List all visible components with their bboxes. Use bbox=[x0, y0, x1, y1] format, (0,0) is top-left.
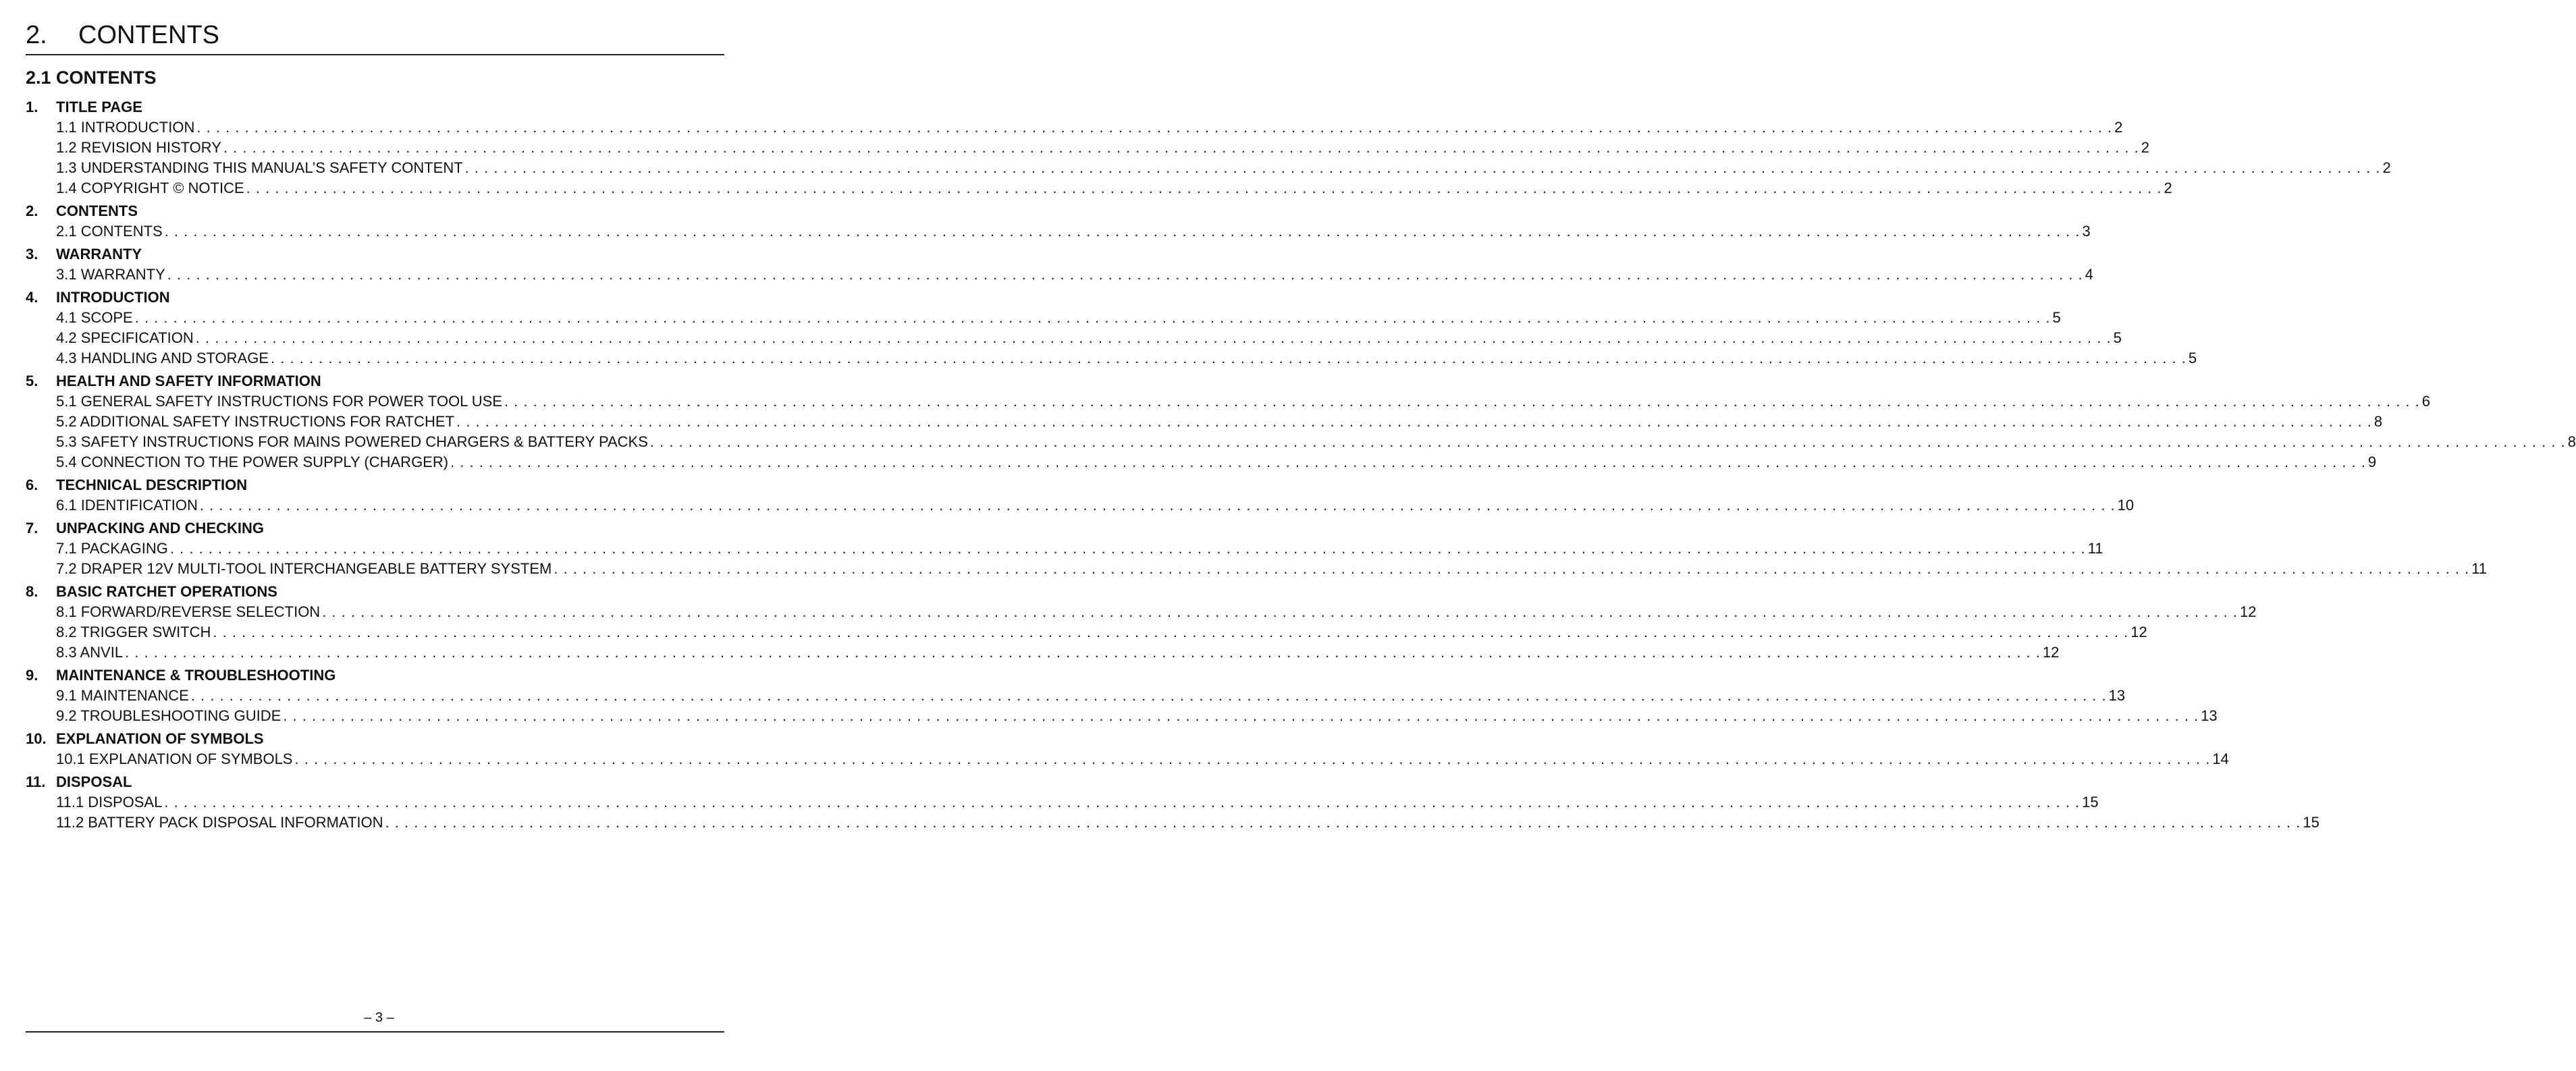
page-title-text: CONTENTS bbox=[78, 21, 219, 49]
toc-entry[interactable] bbox=[26, 813, 2319, 833]
toc-dot-leader: . . . . . . . . . . . . . . . . . . . . . . . . . . . . . . . . . . . . . . . . . . . . . . . . . . . . . . . . . . . . . . . . . . . . . . . . . . . . . . . . . . . . . . . . . . . . . . . . . . . . . . . . . . . . . . . . . . . . . . . . . . . . . . . . . . . . . . . . . . . . . . . . . . . . . . . . . . . . . . . . . . . . . . . . . . . . . . . . . . . . . . . . . . . . . . . . . . . . . . . . bbox=[134, 309, 2051, 326]
toc-entry-title: 4.2 SPECIFICATION bbox=[56, 329, 194, 346]
toc-section-number: 11. bbox=[26, 773, 46, 790]
toc-entry-page: 10 bbox=[2117, 497, 2135, 514]
toc-entry[interactable] bbox=[26, 642, 2060, 663]
toc-section-heading[interactable] bbox=[26, 665, 724, 686]
toc-section-title: TECHNICAL DESCRIPTION bbox=[56, 476, 248, 493]
toc-entry[interactable] bbox=[26, 495, 2135, 516]
toc-entry-title: 1.3 UNDERSTANDING THIS MANUAL’S SAFETY CONTENT bbox=[56, 159, 463, 176]
toc-entry-title: 1.4 COPYRIGHT © NOTICE bbox=[56, 180, 244, 196]
toc-entry-page: 12 bbox=[2240, 603, 2257, 620]
toc-entry-title: 9.1 MAINTENANCE bbox=[56, 687, 189, 704]
toc-dot-leader: . . . . . . . . . . . . . . . . . . . . . . . . . . . . . . . . . . . . . . . . . . . . . . . . . . . . . . . . . . . . . . . . . . . . . . . . . . . . . . . . . . . . . . . . . . . . . . . . . . . . . . . . . . . . . . . . . . . . . . . . . . . . . . . . . . . . . . . . . . . . . . . . . . . . . . . . . . . . . . . . . . . . . . . . . . . . . . . . . . . . . . . . . . . . . . . . . . . . . . . . bbox=[294, 750, 2211, 767]
toc-section bbox=[26, 371, 2576, 472]
toc-entry-page: 5 bbox=[2052, 309, 2061, 326]
toc-section-heading[interactable] bbox=[26, 371, 724, 391]
toc-dot-leader: . . . . . . . . . . . . . . . . . . . . . . . . . . . . . . . . . . . . . . . . . . . . . . . . . . . . . . . . . . . . . . . . . . . . . . . . . . . . . . . . . . . . . . . . . . . . . . . . . . . . . . . . . . . . . . . . . . . . . . . . . . . . . . . . . . . . . . . . . . . . . . . . . . . . . . . . . . . . . . . . . . . . . . . . . . . . . . . . . . . . . . . . . . . . . . . . . . . . . . . . bbox=[450, 454, 2366, 470]
toc-entry-title: 11.1 DISPOSAL bbox=[56, 794, 163, 811]
toc-entry[interactable] bbox=[26, 792, 2099, 813]
toc-dot-leader: . . . . . . . . . . . . . . . . . . . . . . . . . . . . . . . . . . . . . . . . . . . . . . . . . . . . . . . . . . . . . . . . . . . . . . . . . . . . . . . . . . . . . . . . . . . . . . . . . . . . . . . . . . . . . . . . . . . . . . . . . . . . . . . . . . . . . . . . . . . . . . . . . . . . . . . . . . . . . . . . . . . . . . . . . . . . . . . . . . . . . . . . . . . . . . . . . . . . . . . . bbox=[213, 624, 2129, 640]
toc-section-number: 7. bbox=[26, 520, 38, 537]
toc-dot-leader: . . . . . . . . . . . . . . . . . . . . . . . . . . . . . . . . . . . . . . . . . . . . . . . . . . . . . . . . . . . . . . . . . . . . . . . . . . . . . . . . . . . . . . . . . . . . . . . . . . . . . . . . . . . . . . . . . . . . . . . . . . . . . . . . . . . . . . . . . . . . . . . . . . . . . . . . . . . . . . . . . . . . . . . . . . . . . . . . . . . . . . . . . . . . . . . . . . . . . . . . bbox=[164, 223, 2081, 240]
toc-dot-leader: . . . . . . . . . . . . . . . . . . . . . . . . . . . . . . . . . . . . . . . . . . . . . . . . . . . . . . . . . . . . . . . . . . . . . . . . . . . . . . . . . . . . . . . . . . . . . . . . . . . . . . . . . . . . . . . . . . . . . . . . . . . . . . . . . . . . . . . . . . . . . . . . . . . . . . . . . . . . . . . . . . . . . . . . . . . . . . . . . . . . . . . . . . . . . . . . . . . . . . . . bbox=[504, 393, 2420, 410]
toc-section-heading[interactable] bbox=[26, 97, 724, 117]
toc-section bbox=[26, 201, 2091, 242]
toc-dot-leader: . . . . . . . . . . . . . . . . . . . . . . . . . . . . . . . . . . . . . . . . . . . . . . . . . . . . . . . . . . . . . . . . . . . . . . . . . . . . . . . . . . . . . . . . . . . . . . . . . . . . . . . . . . . . . . . . . . . . . . . . . . . . . . . . . . . . . . . . . . . . . . . . . . . . . . . . . . . . . . . . . . . . . . . . . . . . . . . . . . . . . . . . . . . . . . . . . . . . . . . . bbox=[190, 687, 2107, 704]
toc-entry[interactable] bbox=[26, 432, 2576, 452]
toc-section bbox=[26, 729, 2229, 769]
toc-entry[interactable] bbox=[26, 138, 2149, 158]
toc-entry-title: 5.4 CONNECTION TO THE POWER SUPPLY (CHARGER) bbox=[56, 454, 449, 470]
section-subheading: 2.1 CONTENTS bbox=[26, 67, 157, 88]
toc-dot-leader: . . . . . . . . . . . . . . . . . . . . . . . . . . . . . . . . . . . . . . . . . . . . . . . . . . . . . . . . . . . . . . . . . . . . . . . . . . . . . . . . . . . . . . . . . . . . . . . . . . . . . . . . . . . . . . . . . . . . . . . . . . . . . . . . . . . . . . . . . . . . . . . . . . . . . . . . . . . . . . . . . . . . . . . . . . . . . . . . . . . . . . . . . . . . . . . . . . . . . . . . bbox=[195, 329, 2112, 346]
toc-section-heading[interactable] bbox=[26, 475, 724, 495]
toc-section-title: CONTENTS bbox=[56, 202, 138, 219]
toc-entry-title: 9.2 TROUBLESHOOTING GUIDE bbox=[56, 707, 281, 724]
toc-entry[interactable] bbox=[26, 412, 2383, 432]
toc-section-number: 1. bbox=[26, 99, 38, 115]
toc-entry[interactable] bbox=[26, 221, 2091, 242]
toc-dot-leader: . . . . . . . . . . . . . . . . . . . . . . . . . . . . . . . . . . . . . . . . . . . . . . . . . . . . . . . . . . . . . . . . . . . . . . . . . . . . . . . . . . . . . . . . . . . . . . . . . . . . . . . . . . . . . . . . . . . . . . . . . . . . . . . . . . . . . . . . . . . . . . . . . . . . . . . . . . . . . . . . . . . . . . . . . . . . . . . . . . . . . . . . . . . . . . . . . . . . . . . . bbox=[649, 433, 2566, 450]
toc-section-heading[interactable] bbox=[26, 729, 724, 749]
toc-section bbox=[26, 582, 2257, 663]
toc-dot-leader: . . . . . . . . . . . . . . . . . . . . . . . . . . . . . . . . . . . . . . . . . . . . . . . . . . . . . . . . . . . . . . . . . . . . . . . . . . . . . . . . . . . . . . . . . . . . . . . . . . . . . . . . . . . . . . . . . . . . . . . . . . . . . . . . . . . . . . . . . . . . . . . . . . . . . . . . . . . . . . . . . . . . . . . . . . . . . . . . . . . . . . . . . . . . . . . . . . . . . . . . bbox=[385, 814, 2301, 831]
toc-entry[interactable] bbox=[26, 622, 2147, 642]
toc-section-title: HEALTH AND SAFETY INFORMATION bbox=[56, 373, 321, 389]
toc-section bbox=[26, 287, 2197, 368]
toc-dot-leader: . . . . . . . . . . . . . . . . . . . . . . . . . . . . . . . . . . . . . . . . . . . . . . . . . . . . . . . . . . . . . . . . . . . . . . . . . . . . . . . . . . . . . . . . . . . . . . . . . . . . . . . . . . . . . . . . . . . . . . . . . . . . . . . . . . . . . . . . . . . . . . . . . . . . . . . . . . . . . . . . . . . . . . . . . . . . . . . . . . . . . . . . . . . . . . . . . . . . . . . . bbox=[125, 644, 2041, 661]
toc-entry-title: 7.2 DRAPER 12V MULTI-TOOL INTERCHANGEABLE BATTERY SYSTEM bbox=[56, 560, 552, 577]
toc-dot-leader: . . . . . . . . . . . . . . . . . . . . . . . . . . . . . . . . . . . . . . . . . . . . . . . . . . . . . . . . . . . . . . . . . . . . . . . . . . . . . . . . . . . . . . . . . . . . . . . . . . . . . . . . . . . . . . . . . . . . . . . . . . . . . . . . . . . . . . . . . . . . . . . . . . . . . . . . . . . . . . . . . . . . . . . . . . . . . . . . . . . . . . . . . . . . . . . . . . . . . . . . bbox=[456, 413, 2372, 430]
toc-entry-title: 5.2 ADDITIONAL SAFETY INSTRUCTIONS FOR RATCHET bbox=[56, 413, 455, 430]
toc-dot-leader: . . . . . . . . . . . . . . . . . . . . . . . . . . . . . . . . . . . . . . . . . . . . . . . . . . . . . . . . . . . . . . . . . . . . . . . . . . . . . . . . . . . . . . . . . . . . . . . . . . . . . . . . . . . . . . . . . . . . . . . . . . . . . . . . . . . . . . . . . . . . . . . . . . . . . . . . . . . . . . . . . . . . . . . . . . . . . . . . . . . . . . . . . . . . . . . . . . . . . . . . bbox=[169, 540, 2086, 557]
toc-section-heading[interactable] bbox=[26, 287, 724, 308]
toc-dot-leader: . . . . . . . . . . . . . . . . . . . . . . . . . . . . . . . . . . . . . . . . . . . . . . . . . . . . . . . . . . . . . . . . . . . . . . . . . . . . . . . . . . . . . . . . . . . . . . . . . . . . . . . . . . . . . . . . . . . . . . . . . . . . . . . . . . . . . . . . . . . . . . . . . . . . . . . . . . . . . . . . . . . . . . . . . . . . . . . . . . . . . . . . . . . . . . . . . . . . . . . . bbox=[271, 350, 2186, 366]
toc-entry[interactable] bbox=[26, 328, 2122, 348]
toc-entry[interactable] bbox=[26, 158, 2391, 178]
toc-entry-page: 14 bbox=[2212, 750, 2229, 767]
table-of-contents bbox=[26, 97, 2576, 833]
toc-entry-title: 8.3 ANVIL bbox=[56, 644, 124, 661]
toc-dot-leader: . . . . . . . . . . . . . . . . . . . . . . . . . . . . . . . . . . . . . . . . . . . . . . . . . . . . . . . . . . . . . . . . . . . . . . . . . . . . . . . . . . . . . . . . . . . . . . . . . . . . . . . . . . . . . . . . . . . . . . . . . . . . . . . . . . . . . . . . . . . . . . . . . . . . . . . . . . . . . . . . . . . . . . . . . . . . . . . . . . . . . . . . . . . . . . . . . . . . . . . . bbox=[322, 603, 2238, 620]
toc-section-heading[interactable] bbox=[26, 518, 724, 539]
toc-dot-leader: . . . . . . . . . . . . . . . . . . . . . . . . . . . . . . . . . . . . . . . . . . . . . . . . . . . . . . . . . . . . . . . . . . . . . . . . . . . . . . . . . . . . . . . . . . . . . . . . . . . . . . . . . . . . . . . . . . . . . . . . . . . . . . . . . . . . . . . . . . . . . . . . . . . . . . . . . . . . . . . . . . . . . . . . . . . . . . . . . . . . . . . . . . . . . . . . . . . . . . . . bbox=[196, 119, 2113, 136]
toc-section-number: 9. bbox=[26, 667, 38, 684]
toc-dot-leader: . . . . . . . . . . . . . . . . . . . . . . . . . . . . . . . . . . . . . . . . . . . . . . . . . . . . . . . . . . . . . . . . . . . . . . . . . . . . . . . . . . . . . . . . . . . . . . . . . . . . . . . . . . . . . . . . . . . . . . . . . . . . . . . . . . . . . . . . . . . . . . . . . . . . . . . . . . . . . . . . . . . . . . . . . . . . . . . . . . . . . . . . . . . . . . . . . . . . . . . . bbox=[199, 497, 2116, 514]
toc-entry-page: 13 bbox=[2108, 687, 2126, 704]
toc-entry[interactable] bbox=[26, 602, 2257, 622]
toc-section-number: 3. bbox=[26, 246, 38, 263]
toc-entry-title: 8.2 TRIGGER SWITCH bbox=[56, 624, 211, 640]
toc-section-number: 10. bbox=[26, 730, 47, 747]
toc-entry-title: 11.2 BATTERY PACK DISPOSAL INFORMATION bbox=[56, 814, 383, 831]
toc-entry-page: 11 bbox=[2471, 560, 2487, 577]
toc-entry-title: 1.1 INTRODUCTION bbox=[56, 119, 195, 136]
toc-entry[interactable] bbox=[26, 559, 2487, 579]
toc-entry-page: 4 bbox=[2085, 266, 2093, 283]
toc-entry-page: 3 bbox=[2082, 223, 2091, 240]
toc-section-title: DISPOSAL bbox=[56, 773, 132, 790]
footer-rule bbox=[26, 1031, 724, 1033]
toc-section-heading[interactable] bbox=[26, 772, 724, 792]
toc-entry-page: 8 bbox=[2567, 433, 2576, 450]
toc-entry-page: 15 bbox=[2082, 794, 2099, 811]
toc-section-title: WARRANTY bbox=[56, 246, 142, 263]
page-title bbox=[26, 19, 724, 55]
toc-dot-leader: . . . . . . . . . . . . . . . . . . . . . . . . . . . . . . . . . . . . . . . . . . . . . . . . . . . . . . . . . . . . . . . . . . . . . . . . . . . . . . . . . . . . . . . . . . . . . . . . . . . . . . . . . . . . . . . . . . . . . . . . . . . . . . . . . . . . . . . . . . . . . . . . . . . . . . . . . . . . . . . . . . . . . . . . . . . . . . . . . . . . . . . . . . . . . . . . . . . . . . . . bbox=[164, 794, 2081, 811]
toc-section-heading[interactable] bbox=[26, 244, 724, 265]
toc-entry-page: 6 bbox=[2421, 393, 2431, 410]
toc-section-title: BASIC RATCHET OPERATIONS bbox=[56, 583, 277, 600]
toc-entry-page: 5 bbox=[2188, 350, 2197, 366]
toc-entry-title: 7.1 PACKAGING bbox=[56, 540, 168, 557]
toc-entry[interactable] bbox=[26, 686, 2126, 706]
toc-entry-page: 12 bbox=[2130, 624, 2147, 640]
toc-section-title: UNPACKING AND CHECKING bbox=[56, 520, 264, 537]
toc-section-number: 4. bbox=[26, 289, 38, 306]
toc-entry-page: 11 bbox=[2087, 540, 2103, 557]
toc-section bbox=[26, 97, 2391, 198]
toc-section-heading[interactable] bbox=[26, 201, 724, 221]
toc-entry-page: 5 bbox=[2113, 329, 2122, 346]
toc-dot-leader: . . . . . . . . . . . . . . . . . . . . . . . . . . . . . . . . . . . . . . . . . . . . . . . . . . . . . . . . . . . . . . . . . . . . . . . . . . . . . . . . . . . . . . . . . . . . . . . . . . . . . . . . . . . . . . . . . . . . . . . . . . . . . . . . . . . . . . . . . . . . . . . . . . . . . . . . . . . . . . . . . . . . . . . . . . . . . . . . . . . . . . . . . . . . . . . . . . . . . . . . bbox=[223, 139, 2139, 156]
toc-dot-leader: . . . . . . . . . . . . . . . . . . . . . . . . . . . . . . . . . . . . . . . . . . . . . . . . . . . . . . . . . . . . . . . . . . . . . . . . . . . . . . . . . . . . . . . . . . . . . . . . . . . . . . . . . . . . . . . . . . . . . . . . . . . . . . . . . . . . . . . . . . . . . . . . . . . . . . . . . . . . . . . . . . . . . . . . . . . . . . . . . . . . . . . . . . . . . . . . . . . . . . . . bbox=[464, 159, 2381, 176]
toc-section-title: TITLE PAGE bbox=[56, 99, 142, 115]
page-title-number: 2. bbox=[26, 21, 47, 49]
toc-section-number: 2. bbox=[26, 202, 38, 219]
toc-section-number: 8. bbox=[26, 583, 38, 600]
toc-entry[interactable] bbox=[26, 749, 2229, 769]
toc-section-number: 5. bbox=[26, 373, 38, 389]
toc-entry-page: 9 bbox=[2367, 454, 2377, 470]
toc-entry[interactable] bbox=[26, 539, 2103, 559]
toc-section-title: INTRODUCTION bbox=[56, 289, 170, 306]
toc-entry-title: 8.1 FORWARD/REVERSE SELECTION bbox=[56, 603, 321, 620]
toc-entry-title: 4.3 HANDLING AND STORAGE bbox=[56, 350, 269, 366]
toc-entry-page: 15 bbox=[2303, 814, 2319, 831]
toc-section-title: MAINTENANCE & TROUBLESHOOTING bbox=[56, 667, 336, 684]
toc-entry[interactable] bbox=[26, 452, 2377, 472]
toc-entry-title: 10.1 EXPLANATION OF SYMBOLS bbox=[56, 750, 293, 767]
toc-entry-title: 1.2 REVISION HISTORY bbox=[56, 139, 221, 156]
toc-entry-page: 2 bbox=[2114, 119, 2123, 136]
toc-entry-title: 4.1 SCOPE bbox=[56, 309, 133, 326]
toc-dot-leader: . . . . . . . . . . . . . . . . . . . . . . . . . . . . . . . . . . . . . . . . . . . . . . . . . . . . . . . . . . . . . . . . . . . . . . . . . . . . . . . . . . . . . . . . . . . . . . . . . . . . . . . . . . . . . . . . . . . . . . . . . . . . . . . . . . . . . . . . . . . . . . . . . . . . . . . . . . . . . . . . . . . . . . . . . . . . . . . . . . . . . . . . . . . . . . . . . . . . . . . . bbox=[246, 180, 2162, 196]
toc-entry-title: 6.1 IDENTIFICATION bbox=[56, 497, 198, 514]
toc-dot-leader: . . . . . . . . . . . . . . . . . . . . . . . . . . . . . . . . . . . . . . . . . . . . . . . . . . . . . . . . . . . . . . . . . . . . . . . . . . . . . . . . . . . . . . . . . . . . . . . . . . . . . . . . . . . . . . . . . . . . . . . . . . . . . . . . . . . . . . . . . . . . . . . . . . . . . . . . . . . . . . . . . . . . . . . . . . . . . . . . . . . . . . . . . . . . . . . . . . . . . . . . bbox=[167, 266, 2083, 283]
toc-entry-page: 2 bbox=[2164, 180, 2172, 196]
toc-entry-title: 5.1 GENERAL SAFETY INSTRUCTIONS FOR POWER TOOL USE bbox=[56, 393, 502, 410]
toc-entry-page: 12 bbox=[2042, 644, 2060, 661]
toc-entry-page: 13 bbox=[2201, 707, 2218, 724]
toc-entry[interactable] bbox=[26, 308, 2061, 328]
toc-section-heading[interactable] bbox=[26, 582, 724, 602]
toc-section bbox=[26, 244, 2093, 285]
toc-entry-page: 8 bbox=[2373, 413, 2383, 430]
toc-entry-title: 5.3 SAFETY INSTRUCTIONS FOR MAINS POWERED CHARGERS & BATTERY PACKS bbox=[56, 433, 648, 450]
toc-entry-title: 2.1 CONTENTS bbox=[56, 223, 163, 240]
toc-entry[interactable] bbox=[26, 348, 2197, 368]
toc-section bbox=[26, 518, 2487, 579]
toc-section-number: 6. bbox=[26, 476, 38, 493]
toc-entry[interactable] bbox=[26, 117, 2123, 138]
toc-entry[interactable] bbox=[26, 178, 2172, 198]
toc-dot-leader: . . . . . . . . . . . . . . . . . . . . . . . . . . . . . . . . . . . . . . . . . . . . . . . . . . . . . . . . . . . . . . . . . . . . . . . . . . . . . . . . . . . . . . . . . . . . . . . . . . . . . . . . . . . . . . . . . . . . . . . . . . . . . . . . . . . . . . . . . . . . . . . . . . . . . . . . . . . . . . . . . . . . . . . . . . . . . . . . . . . . . . . . . . . . . . . . . . . . . . . . bbox=[283, 707, 2199, 724]
page-number: – 3 – bbox=[364, 1010, 394, 1025]
toc-section bbox=[26, 475, 2135, 516]
toc-section bbox=[26, 772, 2319, 833]
toc-entry[interactable] bbox=[26, 706, 2218, 726]
toc-entry-title: 3.1 WARRANTY bbox=[56, 266, 165, 283]
toc-entry-page: 2 bbox=[2382, 159, 2391, 176]
toc-dot-leader: . . . . . . . . . . . . . . . . . . . . . . . . . . . . . . . . . . . . . . . . . . . . . . . . . . . . . . . . . . . . . . . . . . . . . . . . . . . . . . . . . . . . . . . . . . . . . . . . . . . . . . . . . . . . . . . . . . . . . . . . . . . . . . . . . . . . . . . . . . . . . . . . . . . . . . . . . . . . . . . . . . . . . . . . . . . . . . . . . . . . . . . . . . . . . . . . . . . . . . . . bbox=[554, 560, 2470, 577]
toc-section bbox=[26, 665, 2218, 726]
toc-section-title: EXPLANATION OF SYMBOLS bbox=[56, 730, 264, 747]
toc-entry[interactable] bbox=[26, 391, 2431, 412]
toc-entry-page: 2 bbox=[2141, 139, 2149, 156]
toc-entry[interactable] bbox=[26, 265, 2093, 285]
